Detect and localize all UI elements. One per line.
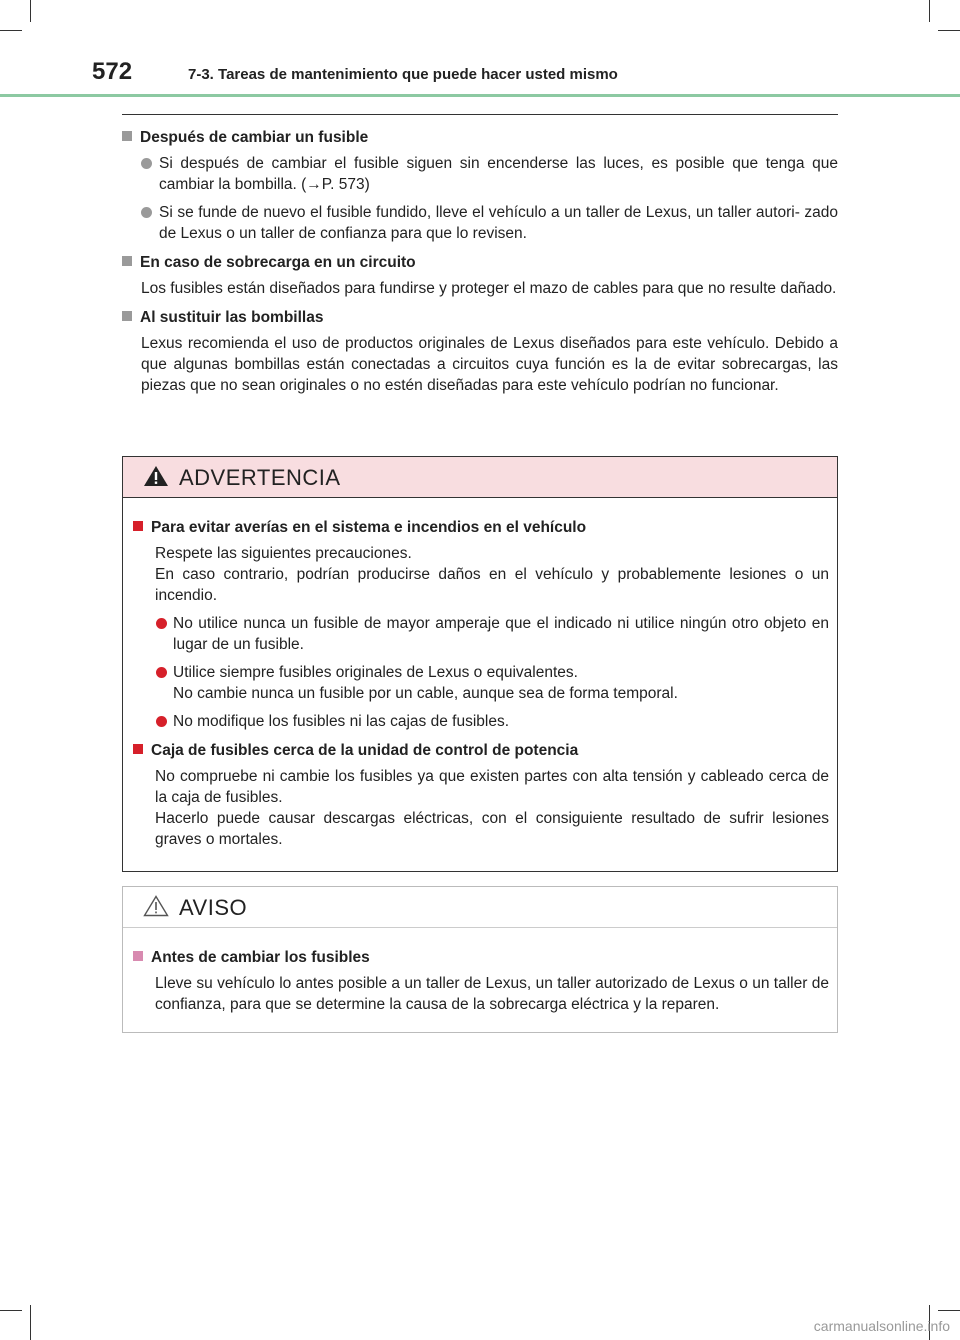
notice-body bbox=[123, 928, 837, 1015]
crop-mark bbox=[0, 1310, 22, 1311]
page-header bbox=[0, 54, 960, 96]
section-title: Caja de fusibles cerca de la unidad de control de potencia bbox=[133, 739, 829, 763]
warning-body bbox=[123, 498, 837, 850]
warning-box bbox=[122, 456, 838, 872]
list-item: Utilice siempre fusibles originales de Lexus o equivalentes. No cambie nunca un fusible por un cable, aunque sea de forma temporal. bbox=[131, 662, 829, 704]
paragraph: No compruebe ni cambie los fusibles ya que existen partes con alta tensión y cableado cerca de la caja de fusibles. bbox=[155, 768, 829, 806]
list-item: Si después de cambiar el fusible siguen sin encenderse las luces, es posible que tenga que cambiar la bombilla. (→P. 573) bbox=[122, 153, 838, 195]
page-number: 572 bbox=[92, 58, 133, 85]
crop-mark bbox=[30, 0, 31, 22]
paragraph: Lleve su vehículo lo antes posible a un taller de Lexus, un taller autorizado de Lexus o un taller de confianza, para que se determine la causa de la sobrecarga eléctrica y la reparen. bbox=[155, 975, 829, 1013]
square-bullet-icon bbox=[133, 744, 143, 754]
list-item: Si se funde de nuevo el fusible fundido, lleve el vehículo a un taller de Lexus, un taller autori- zado de Lexus o un taller de confianza para que lo revisen. bbox=[122, 202, 838, 244]
list-item: No utilice nunca un fusible de mayor amperaje que el indicado ni utilice ningún otro objeto en lugar de un fusible. bbox=[131, 613, 829, 655]
caution-triangle-icon bbox=[143, 895, 169, 917]
content-rule bbox=[122, 114, 838, 115]
notice-header bbox=[123, 887, 837, 928]
crop-mark bbox=[30, 1305, 31, 1340]
warning-header bbox=[123, 457, 837, 498]
section-title: Después de cambiar un fusible bbox=[122, 126, 838, 150]
notice-box bbox=[122, 886, 838, 1033]
section-title: En caso de sobrecarga en un circuito bbox=[122, 251, 838, 275]
circle-bullet-icon bbox=[156, 716, 167, 727]
circle-bullet-icon bbox=[156, 618, 167, 629]
square-bullet-icon bbox=[133, 951, 143, 961]
square-bullet-icon bbox=[122, 131, 132, 141]
paragraph: En caso contrario, podrían producirse daños en el vehículo y probablemente lesiones o un incendio. bbox=[155, 566, 829, 604]
circle-bullet-icon bbox=[141, 207, 152, 218]
square-bullet-icon bbox=[133, 521, 143, 531]
circle-bullet-icon bbox=[156, 667, 167, 678]
main-content bbox=[122, 124, 838, 403]
section-title: Antes de cambiar los fusibles bbox=[133, 946, 829, 970]
crop-mark bbox=[929, 0, 930, 22]
warning-triangle-icon bbox=[143, 465, 169, 487]
section-title: Para evitar averías en el sistema e incendios en el vehículo bbox=[133, 516, 829, 540]
paragraph: Hacerlo puede causar descargas eléctricas, con el consiguiente resultado de sufrir lesiones graves o mortales. bbox=[155, 810, 829, 848]
paragraph: Los fusibles están diseñados para fundirse y proteger el mazo de cables para que no resulte dañado. bbox=[141, 280, 837, 297]
crop-mark bbox=[938, 30, 960, 31]
paragraph: Respete las siguientes precauciones. bbox=[155, 545, 412, 562]
crop-mark bbox=[938, 1310, 960, 1311]
section-title: Al sustituir las bombillas bbox=[122, 306, 838, 330]
list-item: No modifique los fusibles ni las cajas de fusibles. bbox=[131, 711, 829, 732]
chapter-title: 7-3. Tareas de mantenimiento que puede hacer usted mismo bbox=[188, 66, 618, 83]
header-rule bbox=[0, 94, 960, 97]
square-bullet-icon bbox=[122, 256, 132, 266]
warning-title: ADVERTENCIA bbox=[179, 465, 341, 490]
circle-bullet-icon bbox=[141, 158, 152, 169]
paragraph: Lexus recomienda el uso de productos originales de Lexus diseñados para este vehículo. Debido a que algunas bombillas están conectadas a circuitos cuya función es la de evitar sobrecargas, las piezas que no sean originales o no estén diseñadas para este vehículo podrían no funcionar. bbox=[141, 335, 838, 394]
crop-mark bbox=[0, 30, 22, 31]
watermark: carmanualsonline.info bbox=[813, 1318, 950, 1334]
square-bullet-icon bbox=[122, 311, 132, 321]
notice-title: AVISO bbox=[179, 895, 248, 920]
